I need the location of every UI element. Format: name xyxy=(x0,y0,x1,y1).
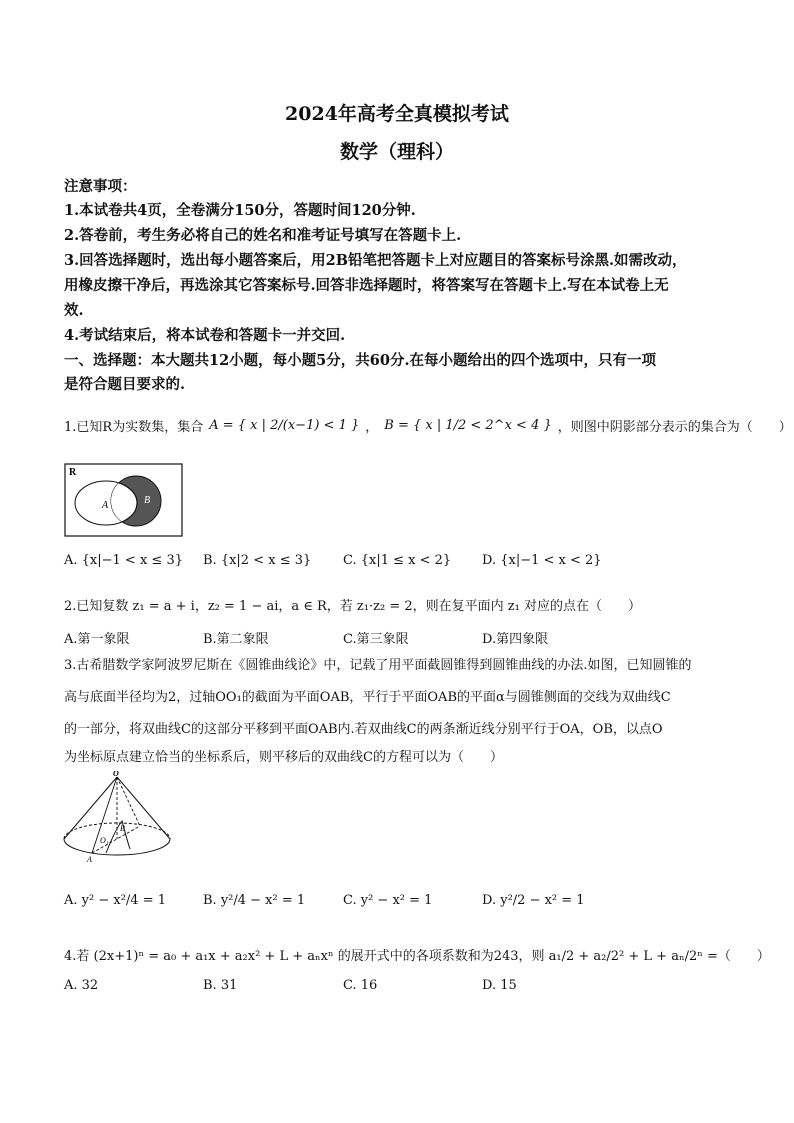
question-1-suffix: ，则图中阴影部分表示的集合为（ ） xyxy=(557,419,792,435)
question-1-stem: 1.已知R为实数集，集合 A = { x | 2/(x−1) < 1 } ， B = { x | 1/2 < 2^x < 4 } ，则图中阴影部分表示的集合为（ ） xyxy=(64,417,792,435)
universe-label: R xyxy=(69,467,77,478)
note-item-3-line3: 效. xyxy=(64,302,84,319)
cone-base-front xyxy=(64,839,170,855)
cone-figure xyxy=(62,771,174,863)
note-item-1: 1.本试卷共4页，全卷满分150分，答题时间120分钟. xyxy=(64,202,416,219)
page-title: 2024年高考全真模拟考试 xyxy=(285,103,509,125)
section-heading-line2: 是符合题目要求的. xyxy=(64,376,186,393)
q2-option-d[interactable]: D.第四象限 xyxy=(482,632,549,647)
q2-option-b[interactable]: B.第二象限 xyxy=(203,632,269,647)
notes-heading: 注意事项： xyxy=(64,178,137,195)
label-apex-o: O xyxy=(113,771,119,778)
question-3-line2: 高与底面半径均为2，过轴OO₁的截面为平面OAB，平行于平面OAB的平面α与圆锥侧面的交线为双曲线C xyxy=(64,690,671,705)
set-a-label: A xyxy=(102,500,109,511)
note-item-4: 4.考试结束后，将本试卷和答题卡一并交回. xyxy=(64,327,346,344)
section-heading-line1: 一、选择题：本大题共12小题，每小题5分，共60分.在每小题给出的四个选项中，只有一项 xyxy=(64,352,656,369)
q4-option-d[interactable]: D. 15 xyxy=(482,978,517,993)
page-subtitle: 数学（理科） xyxy=(339,141,454,163)
q1-option-c[interactable]: C. {x|1 ≤ x < 2} xyxy=(343,553,452,568)
question-3-line4: 为坐标原点建立恰当的坐标系后，则平移后的双曲线C的方程可以为（ ） xyxy=(64,750,503,765)
label-point-a: A xyxy=(87,855,92,863)
venn-diagram xyxy=(64,463,184,538)
q3-option-c[interactable]: C. y² − x² = 1 xyxy=(343,893,433,908)
q3-option-a[interactable]: A. y² − x²/4 = 1 xyxy=(64,893,166,908)
note-item-3-line2: 用橡皮擦干净后，再选涂其它答案标号.回答非选择题时，将答案写在答题卡上.写在本试卷上无 xyxy=(64,277,669,294)
set-b-label: B xyxy=(144,495,151,506)
label-point-b: B xyxy=(120,824,125,833)
note-item-3-line1: 3.回答选择题时，选出每小题答案后，用2B铅笔把答题卡上对应题目的答案标号涂黑.如需改动， xyxy=(64,252,687,269)
q1-option-b[interactable]: B. {x|2 < x ≤ 3} xyxy=(203,553,312,568)
q1-option-d[interactable]: D. {x|−1 < x < 2} xyxy=(482,553,602,568)
set-b-expression: B = { x | 1/2 < 2^x < 4 } xyxy=(384,417,552,433)
question-2-stem: 2.已知复数 z₁ = a + i，z₂ = 1 − ai，a ∈ R，若 z₁·z₂ = 2，则在复平面内 z₁ 对应的点在（ ） xyxy=(64,599,641,614)
q2-option-a[interactable]: A.第一象限 xyxy=(64,632,130,647)
question-3-line3: 的一部分，将双曲线C的这部分平移到平面OAB内.若双曲线C的两条渐近线分别平行于OA，OB，以点O xyxy=(64,722,663,737)
label-center-o1: O₁ xyxy=(100,836,109,845)
cone-right-edge xyxy=(117,777,170,839)
hyperbola-curve xyxy=(106,821,130,853)
question-3-line1: 3.古希腊数学家阿波罗尼斯在《圆锥曲线论》中，记载了用平面截圆锥得到圆锥曲线的办法.如图，已知圆锥的 xyxy=(64,658,692,673)
q4-option-c[interactable]: C. 16 xyxy=(343,978,378,993)
question-4-stem: 4.若 (2x+1)ⁿ = a₀ + a₁x + a₂x² + L + aₙxⁿ 的展开式中的各项系数和为243，则 a₁/2 + a₂/2² + L + aₙ/2ⁿ =（ ） xyxy=(64,949,770,964)
q4-option-b[interactable]: B. 31 xyxy=(203,978,238,993)
cone-generator-b xyxy=(117,777,140,826)
note-item-2: 2.答卷前，考生务必将自己的姓名和准考证号填写在答题卡上. xyxy=(64,227,462,244)
question-1-prefix: 1.已知R为实数集，集合 xyxy=(64,419,204,435)
set-a-expression: A = { x | 2/(x−1) < 1 } xyxy=(209,417,360,433)
q3-option-d[interactable]: D. y²/2 − x² = 1 xyxy=(482,893,585,908)
q1-option-a[interactable]: A. {x|−1 < x ≤ 3} xyxy=(64,553,183,568)
cone-base-back xyxy=(64,823,170,839)
q4-option-a[interactable]: A. 32 xyxy=(64,978,99,993)
q2-option-c[interactable]: C.第三象限 xyxy=(343,632,409,647)
q3-option-b[interactable]: B. y²/4 − x² = 1 xyxy=(203,893,306,908)
cone-left-edge xyxy=(64,777,117,839)
